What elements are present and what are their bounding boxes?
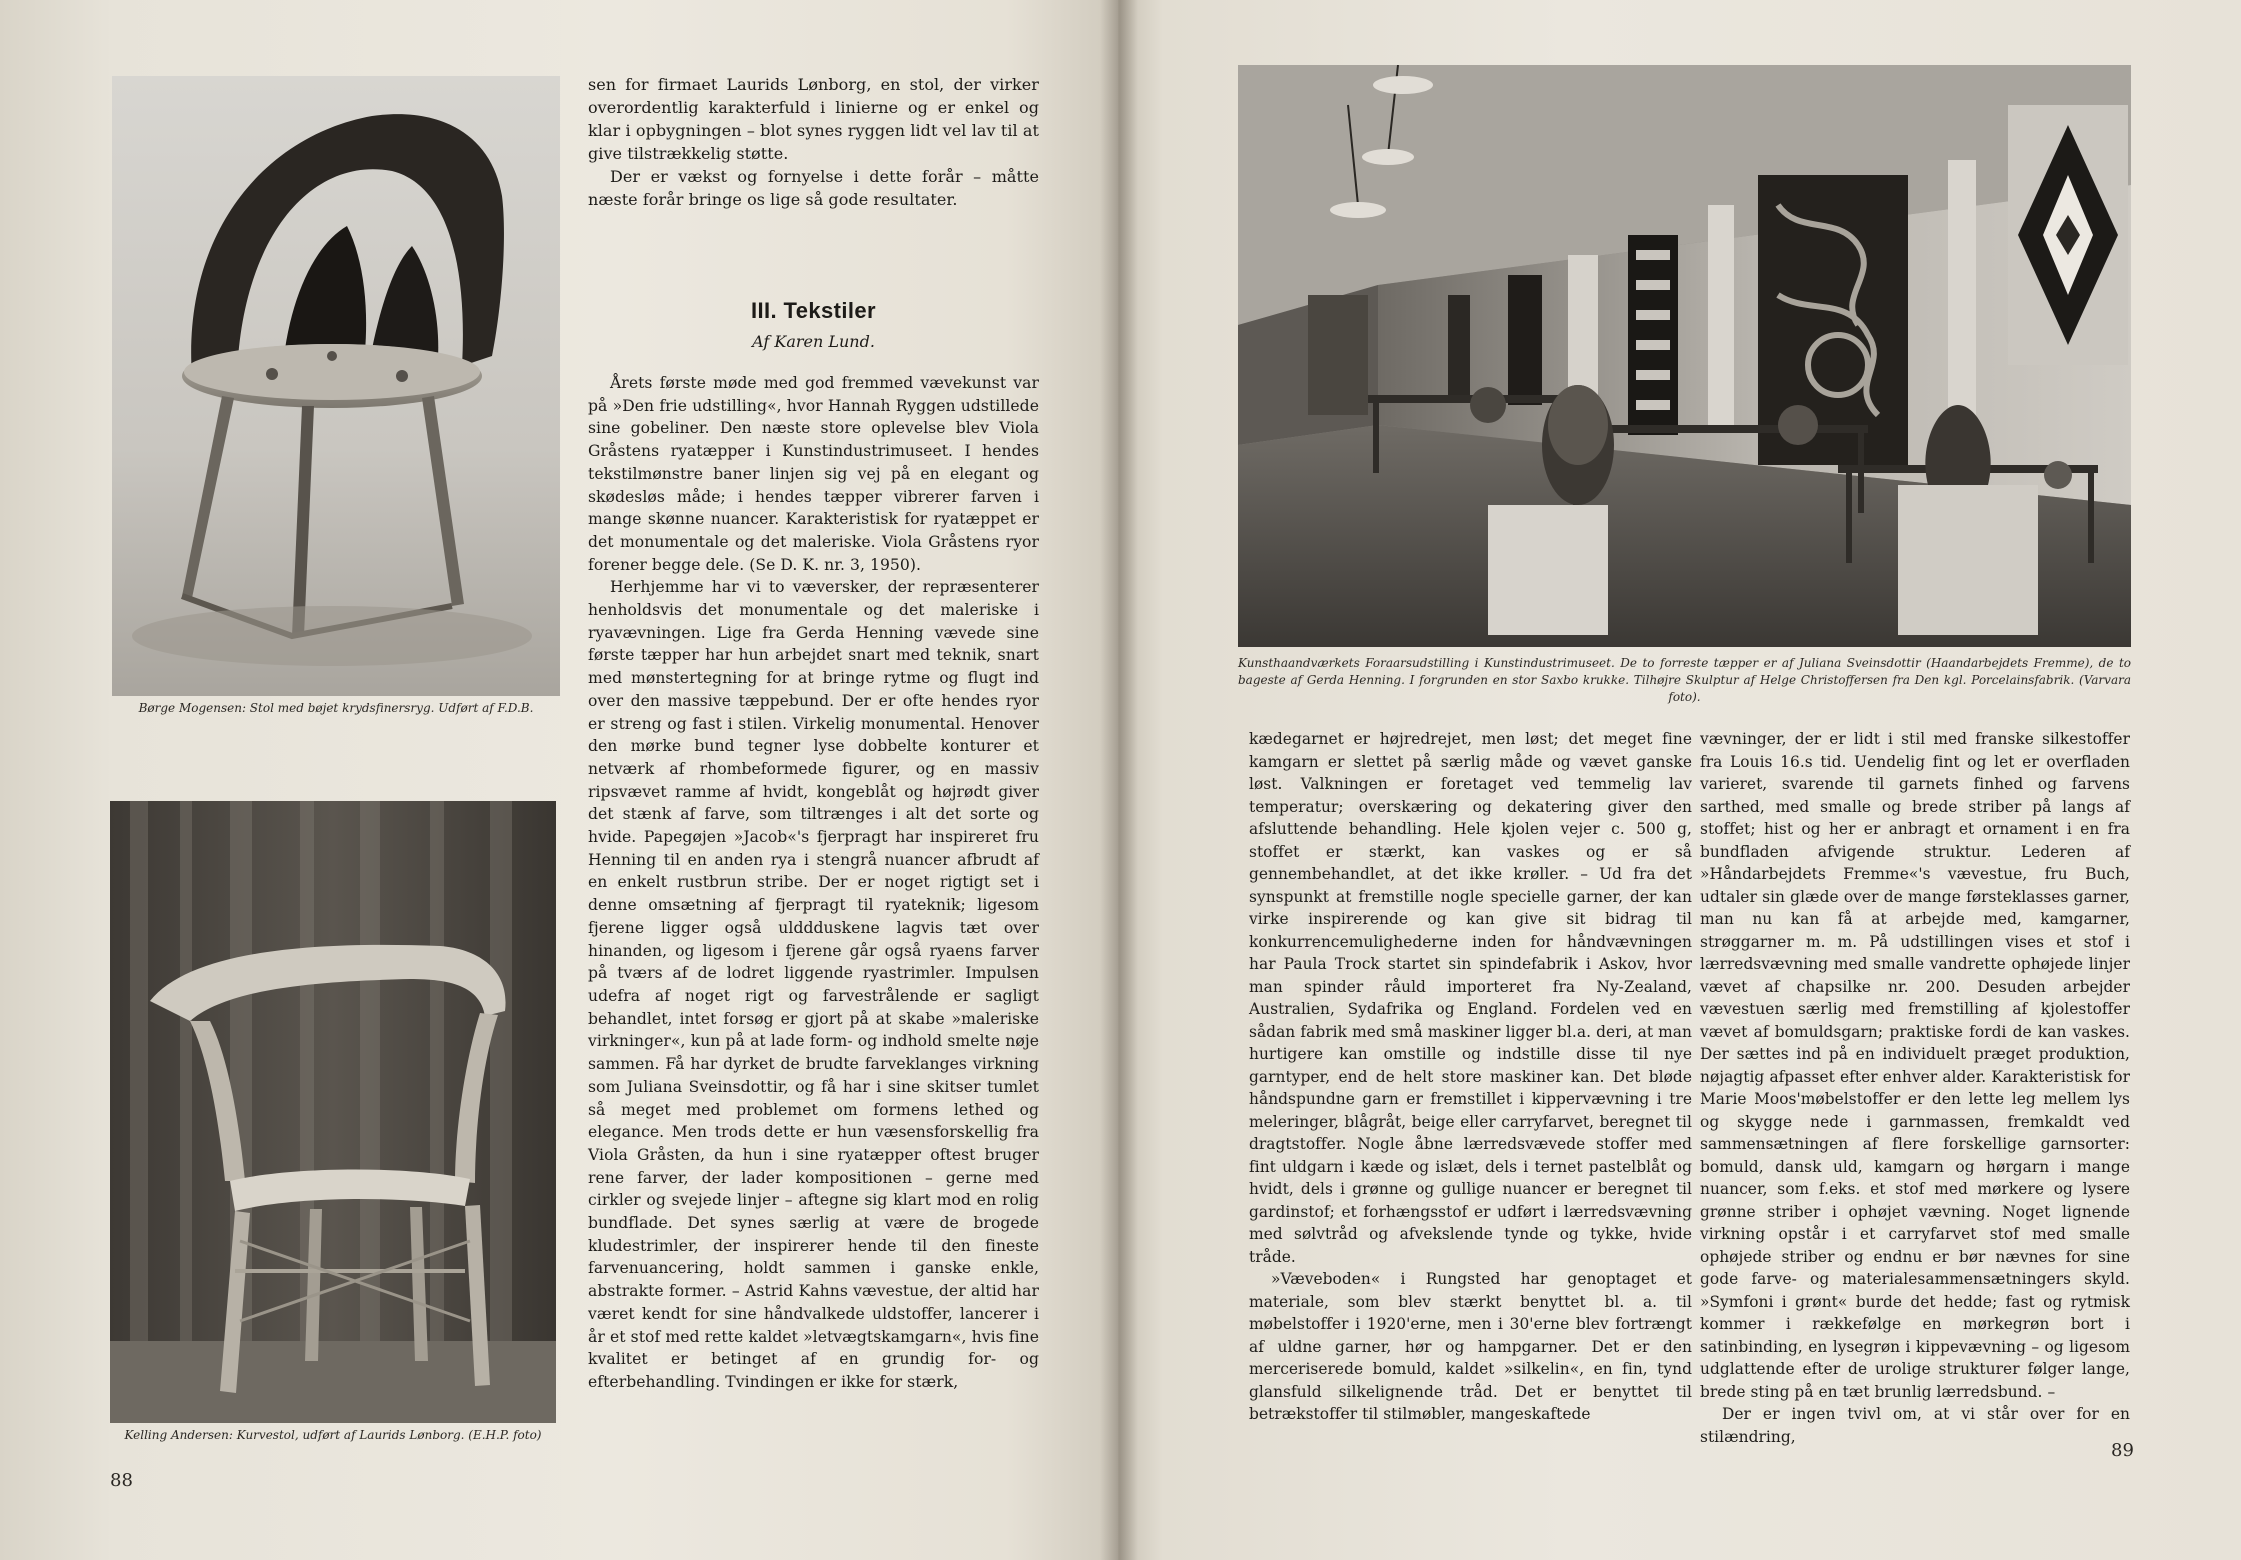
paragraph: Der er vækst og fornyelse i dette forår – måtte næste forår bringe os lige så gode resultater.	[588, 166, 1039, 209]
page-number-right: 89	[2111, 1440, 2134, 1461]
exhibition-photo	[1238, 65, 2131, 647]
left-page	[0, 0, 1118, 1560]
right-text-col2	[1700, 728, 2130, 1448]
byline: Af Karen Lund.	[752, 332, 875, 351]
paragraph: vævninger, der er lidt i stil med franske silkestoffer fra Louis 16.s tid. Uendelig fint og let er overfladen varieret, svarende til garnets finhed og farvens sarthed, med smalle og brede striber på langs af stoffet; hist og her er anbragt et ornament i en fra bundfladen afvigende struktur. Lederen af »Håndarbejdets Fremme«'s vævestue, fru Buch, udtaler sin glæde over de mange førsteklasses garner, man nu kan få at arbejde med, kamgarner, strøggarner m. m. På udstillingen vises et stof i lærredsvævning med smalle vandrette ophøjede linjer vævet af chapsilke nr. 200. Desuden arbejder vævestuen særlig med fremstilling af kjolestoffer vævet af bomuldsgarn; praktiske fordi de kan vaskes. Der sættes ind på en individuelt præget produktion, nøjagtig afpasset efter enhver alder. Karakteristisk for Marie Moos'møbelstoffer er den lette leg mellem lys og skygge nede i garnmassen, fremkaldt ved sammensætningen af flere forskellige garnsorter: bomuld, dansk uld, kamgarn og hørgarn i mange nuancer, som f.eks. et stof med mørkere og lysere grønne striber i ophøjet vævning. Noget lignende virkning opstår i et carryfarvet stof med smalle ophøjede striber og endnu er bør nævnes for sine gode farve- og materialesammensætningers skyld. »Symfoni i grønt« burde det hedde; fast og rytmisk kommer i rækkefølge en mørkegrøn bort i satinbinding, en lysegrøn i kippevævning – og ligesom udglattende efter de urolige strukturer følger lange, brede sting på en tæt brunlig lærredsbund. –	[1700, 730, 2130, 1401]
chair-photo-wicker	[110, 801, 556, 1423]
left-text-top	[588, 74, 1039, 211]
paragraph: Der er ingen tvivl om, at vi står over for en stilændring,	[1700, 1405, 2130, 1446]
figure2-caption: Kelling Andersen: Kurvestol, udført af Laurids Lønborg. (E.H.P. foto)	[124, 1428, 542, 1442]
exhibition-hall-image	[1238, 65, 2131, 647]
paragraph: kædegarnet er højredrejet, men løst; det meget fine kamgarn er slettet på særlig måde og vævet ganske løst. Valkningen er foretaget ved temmelig lav temperatur; overskæring og dekatering giver den afsluttende behandling. Hele kjolen vejer c. 500 g, stoffet er stærkt, kan vaskes og er så gennembehandlet, at det ikke krøller. – Ud fra det synspunkt at fremstille nogle specielle garner, der kan virke inspirerende og kan give sit bidrag til konkurrencemulighederne inden for håndvævningen har Paula Trock startet sin spindefabrik i Askov, hvor man spinder råuld importeret fra Ny-Zealand, Australien, Sydafrika og England. Fordelen ved en sådan fabrik med små maskiner ligger bl.a. deri, at man hurtigere kan omstille og indstille disse til nye garntyper, end de helt store maskiner kan. Det bløde håndspundne garn er fremstillet i kippervævning i tre meleringer, blågråt, beige eller carryfarvet, beregnet til dragtstoffer. Nogle åbne lærredsvævede stoffer med fint uldgarn i kæde og islæt, dels i ternet pastelblåt og hvidt, dels i grønne og gullige nuancer er beregnet til gardinstof; et forhængsstof er udført i lærredsvævning med sølvtråd og afvekslende tynde og tykke, hvide tråde.	[1249, 730, 1692, 1266]
paragraph: sen for firmaet Laurids Lønborg, en stol, der virker overordentlig karakterfuld i linierne og er enkel og klar i opbygningen – blot synes ryggen lidt vel lav til at give tilstrækkelig støtte.	[588, 75, 1039, 163]
section-heading: III. Tekstiler	[750, 298, 877, 323]
plywood-chair-image	[112, 76, 560, 696]
wicker-chair-image	[110, 801, 556, 1423]
page-number-left: 88	[110, 1470, 133, 1491]
left-text-main	[588, 372, 1039, 1394]
paragraph: Herhjemme har vi to væversker, der repræsenterer henholdsvis det monumentale og det maleriske i ryavævningen. Lige fra Gerda Henning vævede sine første tæpper har hun arbejdet snart med teknik, snart med mønstertegning for at bringe rytme og flugt ind over den massive tæppebund. Der er ofte hendes ryor er streng og fast i stilen. Virkelig monumental. Henover den mørke bund tegner lyse dobbelte konturer et netværk af rhombeformede figurer, og en massiv ripsvævet ramme af hvidt, kongeblåt og højrødt giver det stænk af farve, som tiltrænges i alt det sorte og hvide. Papegøjen »Jacob«'s fjerpragt har inspireret fru Henning til en anden rya i stengrå nuancer afbrudt af en enkelt rustbrun stribe. Der er noget rigtigt set i denne omsætning af fjerpragt til ryateknik; ligesom fjerene ligger også ulddduskene lagvis tæt over hinanden, og ligesom i fjerene går også ryaens farver på tværs af de lodret liggende ryastrimler. Impulsen udefra af noget rigt og farvestrålende er sagligt behandlet, intet forsøg er gjort på at skabe »maleriske virkninger«, kun på at lade form- og indhold smelte nøje sammen. Få har dyrket de brudte farveklanges virkning som Juliana Sveinsdottir, og få har i sine skitser tumlet så meget med problemet om formens lethed og elegance. Men trods dette er hun væsensforskellig fra Viola Gråsten, da hun i sine ryatæpper oftest bruger rene farver, der lader kompositionen – gerne med cirkler og svejede linjer – aftegne sig klart mod en rolig bundflade. Det synes særlig at være de brogede kludestrimler, der inspirerer hende til den fineste farvenuancering, holdt sammen i ganske enkle, abstrakte former. – Astrid Kahns vævestue, der altid har været kendt for sine håndvalkede uldstoffer, lancerer i år et stof med rette kaldet »letvægtskamgarn«, hvis fine kvalitet er betinget af en grundig for- og efterbehandling. Tvindingen er ikke for stærk,	[588, 578, 1039, 1391]
right-page	[1118, 0, 2241, 1560]
right-text-col1	[1249, 728, 1692, 1426]
photo-caption: Kunsthaandværkets Foraarsudstilling i Kunstindustrimuseet. De to forreste tæpper er af Juliana Sveinsdottir (Haandarbejdets Fremme), de to bageste af Gerda Henning. I forgrunden en stor Saxbo krukke. Tilhøjre Skulptur af Helge Christoffersen fra Den kgl. Porcelainsfabrik. (Varvara foto).	[1238, 656, 2131, 704]
paragraph: »Væveboden« i Rungsted har genoptaget et materiale, som blev stærkt benyttet bl. a. til møbelstoffer i 1920'erne, men i 30'erne blev fortrængt af uldne garner, hør og hampgarner. Det er den merceriserede bomuld, kaldet »silkelin«, en fin, tynd glansfuld silkelignende tråd. Det er benyttet til betrækstoffer til stilmøbler, mangeskaftede	[1249, 1270, 1692, 1423]
chair-photo-plywood	[112, 76, 560, 696]
paragraph: Årets første møde med god fremmed vævekunst var på »Den frie udstilling«, hvor Hannah Ryggen udstillede sine gobeliner. Den næste store oplevelse blev Viola Gråstens ryatæpper i Kunstindustrimuseet. I hendes tekstilmønstre baner linjen sig vej på en elegant og skødesløs måde; i hendes tæpper vibrerer farven i mange skønne nuancer. Karakteristisk for ryatæppet er det monumentale og det maleriske. Viola Gråstens ryor forener begge dele. (Se D. K. nr. 3, 1950).	[588, 374, 1039, 574]
figure1-caption: Børge Mogensen: Stol med bøjet krydsfinersryg. Udført af F.D.B.	[138, 701, 534, 715]
